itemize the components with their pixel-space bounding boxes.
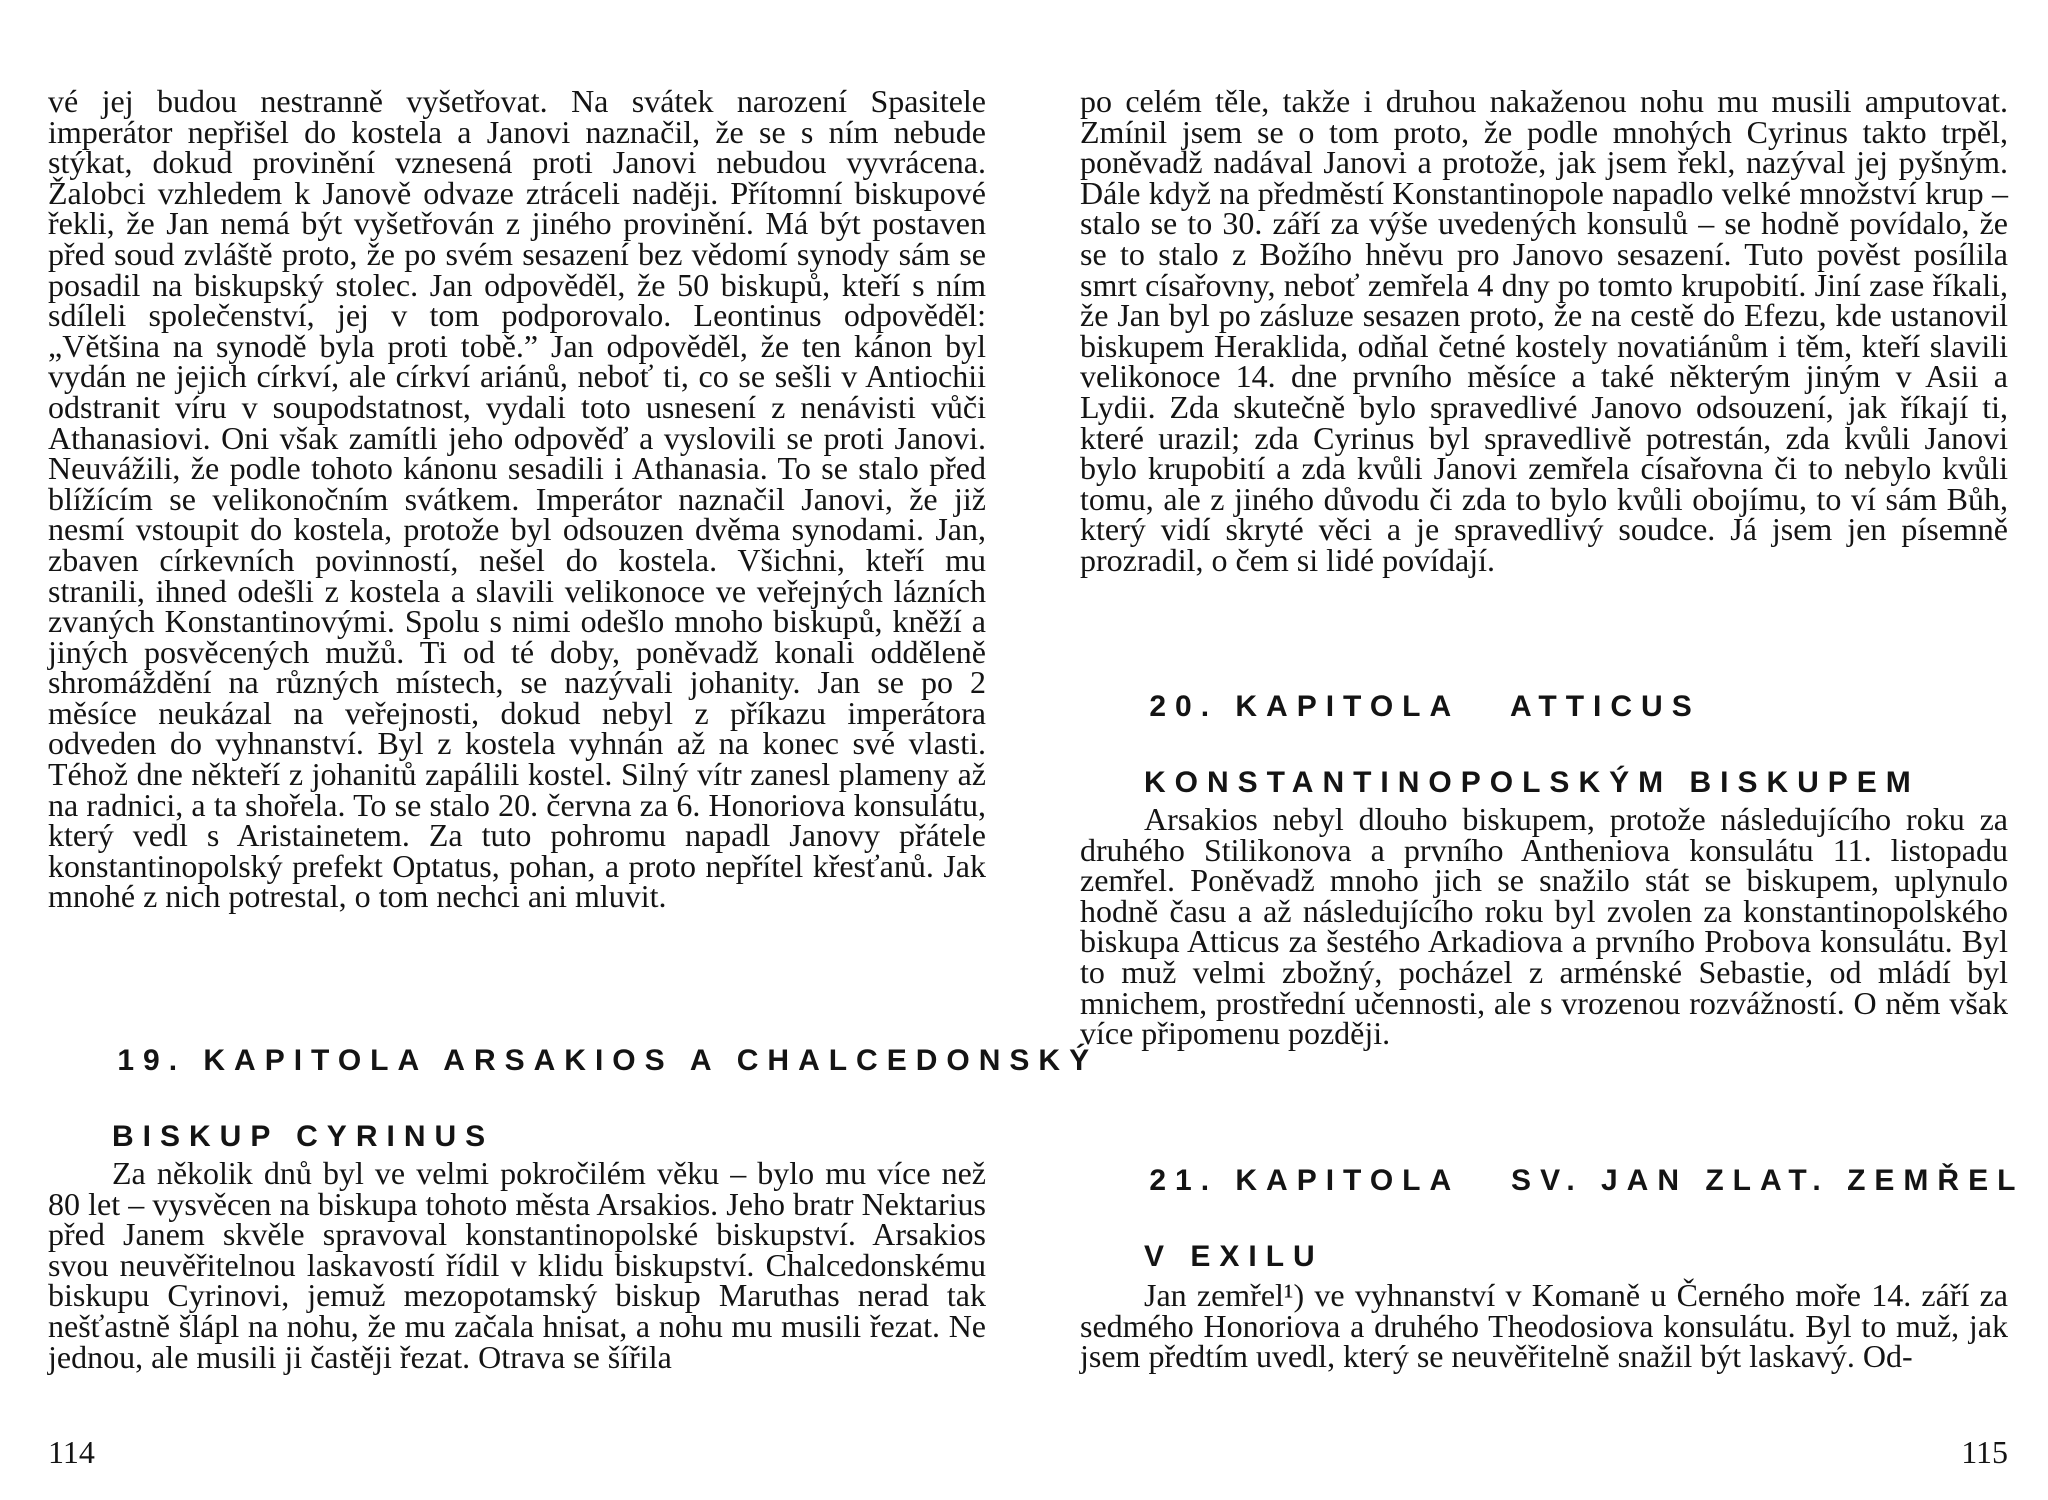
right-page-number: 115	[1961, 1434, 2008, 1470]
left-paragraph-continuation: vé jej budou nestranně vyšetřovat. Na svátek narození Spasitele imperátor nepřišel do kostela a Janovi naznačil, že se s ním nebude stýkat, dokud provinění vznesená proti Janovi nebudou vyvrácena. Žalobci vzhledem k Janově odvaze ztráceli naději. Přítomní biskupové řekli, že Jan nemá být vyšetřován z jiného provinění. Má být postaven před soud zvláště proto, že po svém sesazení bez vědomí synody sám se posadil na biskupský stolec. Jan odpověděl, že 50 biskupů, kteří s ním sdíleli společenství, jej v tom podporovalo. Leontinus odpověděl: „Většina na synodě byla proti tobě.” Jan odpověděl, že ten kánon byl vydán ne jejich církví, ale církví ariánů, neboť ti, co se sešli v Antiochii odstranit víru v soupodstatnost, vydali toto usnesení z nenávisti vůči Athanasiovi. Oni však zamítli jeho odpověď a vyslovili se proti Janovi. Neuvážili, že podle tohoto kánonu sesadili i Athanasia. To se stalo před blížícím se velikonočním svátkem. Imperátor naznačil Janovi, že již nesmí vstoupit do kostela, protože byl odsouzen dvěma synodami. Jan, zbaven církevních povinností, nešel do kostela. Všichni, kteří mu stranili, ihned odešli z kostela a slavili velikonoce ve veřejných lázních zvaných Konstantinovými. Spolu s nimi odešlo mnoho biskupů, kněží a jiných posvěcených mužů. Ti od té doby, poněvadž konali odděleně shromáždění na různých místech, se nazývali johanity. Jan se po 2 měsíce neukázal na veřejnosti, dokud nebyl z příkazu imperátora odveden do vyhnanství. Byl z kostela vyhnán až na konec své vlasti. Téhož dne někteří z johanitů zapálili kostel. Silný vítr zanesl plameny až na radnici, a ta shořela. To se stalo 20. června za 6. Honoriova konsulátu, který vedl s Aristainetem. Za tuto pohromu napadl Janovy přátele konstantinopolský prefekt Optatus, pohan, a proto nepřítel křesťanů. Jak mnohé z nich potrestal, o tom nechci ani mluvit.	[48, 83, 986, 915]
left-page-number: 114	[48, 1434, 95, 1470]
chapter-19-paragraph: Za několik dnů byl ve velmi pokročilém věku – bylo mu více než 80 let – vysvěcen na biskupa tohoto města Arsakios. Jeho bratr Nektarius před Janem skvěle spravoval konstantinopolské biskupství. Arsakios svou neuvěřitelnou laskavostí řídil v klidu biskupství. Chalcedonskému biskupu Cyrinovi, jemuž mezopotamský biskup Maruthas nerad tak nešťastně šlápl na nohu, že mu začala hnisat, a nohu mu musili řezat. Ne jednou, ale musili ji častěji řezat. Otrava se šířila	[48, 1155, 986, 1375]
right-page	[1080, 0, 2025, 1500]
right-paragraph-continuation: po celém těle, takže i druhou nakaženou nohu mu musili amputovat. Zmínil jsem se o tom proto, že podle mnohých Cyrinus takto trpěl, poněvadž nadával Janovi a protože, jak jsem řekl, nazýval jej pyšným. Dále když na předměstí Konstantinopole napadlo velké množství krup – stalo se to 30. září za výše uvedených konsulů – se hodně povídalo, že se to stalo z Božího hněvu pro Janovo sesazení. Tuto pověst posílila smrt císařovny, neboť zemřela 4 dny po tomto krupobití. Jiní zase říkali, že Jan byl po zásluze sesazen proto, že na cestě do Efezu, kde ustanovil biskupem Heraklida, odňal četné kostely novatiánům i těm, kteří slavili velikonoce 14. dne prvního měsíce a také některým jiným v Asii a Lydii. Zda skutečně bylo spravedlivé Janovo odsouzení, jak říkají ti, které urazil; zda Cyrinus byl spravedlivě potrestán, zda kvůli Janovi bylo krupobití a zda kvůli Janovi zemřela císařovna či to nebylo kvůli tomu, ale z jiného důvodu či zda to bylo kvůli obojímu, to ví sám Bůh, který vidí skryté věci a je spravedlivý soudce. Já jsem jen písemně prozradil, o čem si lidé povídají.	[1080, 83, 2008, 578]
chapter-21-heading-line1: 21. KAPITOLA SV. JAN ZLAT. ZEMŘEL	[1149, 1164, 2025, 1197]
chapter-21-paragraph: Jan zemřel¹) ve vyhnanství v Komaně u Černého moře 14. září za sedmého Honoriova a druhého Theodosiova konsulátu. Byl to muž, jak jsem předtím uvedl, který se neuvěřitelně snažil být laskavý. Od-	[1080, 1277, 2008, 1375]
chapter-19-heading-line1: 19. KAPITOLA ARSAKIOS A CHALCEDONSKÝ	[117, 1044, 1099, 1077]
left-page	[48, 0, 1099, 1500]
chapter-20-paragraph: Arsakios nebyl dlouho biskupem, protože následujícího roku za druhého Stilikonova a prvního Antheniova konsulátu 11. listopadu zemřel. Poněvadž mnoho jich se snažilo stát se biskupem, uplynulo hodně času a až následujícího roku byl zvolen za konstantinopolského biskupa Atticus za šestého Arkadiova a prvního Probova konsulátu. Byl to muž velmi zbožný, pocházel z arménské Sebastie, od mládí byl mnichem, prostřední učennosti, ale s vrozenou rozvážností. O něm však více připomenu později.	[1080, 801, 2008, 1052]
chapter-21-heading-line2: V EXILU	[1144, 1240, 1324, 1273]
chapter-20-heading-line2: KONSTANTINOPOLSKÝM BISKUPEM	[1144, 766, 1920, 799]
chapter-19-heading-line2: BISKUP CYRINUS	[112, 1120, 495, 1153]
chapter-20-heading-line1: 20. KAPITOLA ATTICUS	[1149, 690, 1701, 723]
